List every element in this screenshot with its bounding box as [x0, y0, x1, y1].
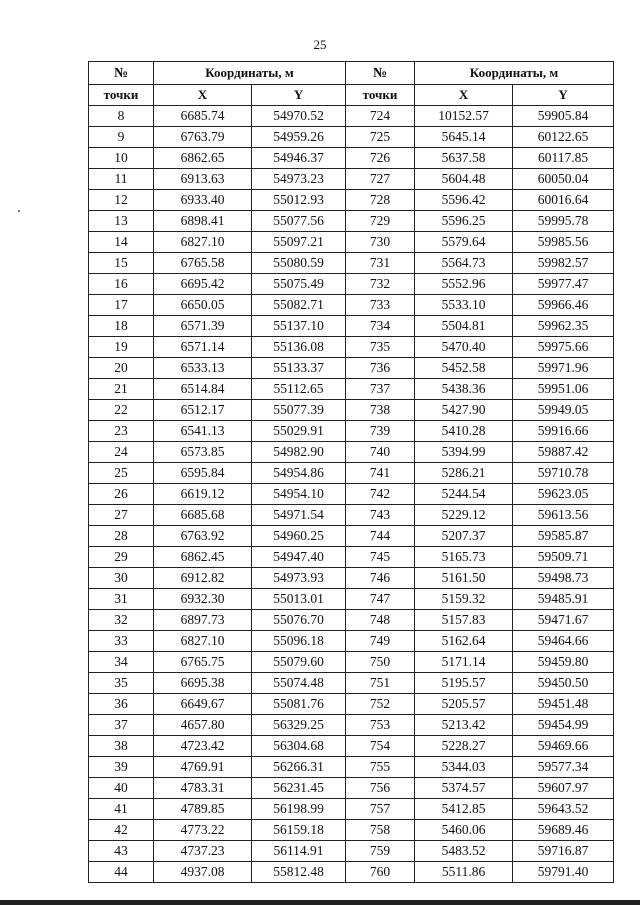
page-number: 25: [313, 37, 327, 52]
y-coordinate-left: 54970.52: [252, 106, 346, 127]
number-sign: №: [113, 65, 129, 81]
point-number-left: 22: [89, 400, 154, 421]
x-coordinate-left: 4789.85: [154, 799, 252, 820]
point-number-left: 13: [89, 211, 154, 232]
table-row: [89, 589, 614, 610]
point-number-left: 42: [89, 820, 154, 841]
table-row: [89, 694, 614, 715]
y-coordinate-left: 56304.68: [252, 736, 346, 757]
x-coordinate-left: 6827.10: [154, 631, 252, 652]
x-header-left: X: [154, 85, 252, 106]
y-coordinate-left: 54947.40: [252, 547, 346, 568]
x-coordinate-right: 5195.57: [415, 673, 513, 694]
point-number-right: 744: [346, 526, 415, 547]
y-coordinate-right: 59459.80: [513, 652, 614, 673]
x-coordinate-left: 4657.80: [154, 715, 252, 736]
point-number-left: 40: [89, 778, 154, 799]
x-coordinate-left: 6898.41: [154, 211, 252, 232]
point-number-header-left: [89, 62, 154, 85]
point-number-left: 18: [89, 316, 154, 337]
y-coordinate-right: 59577.34: [513, 757, 614, 778]
table-row: [89, 337, 614, 358]
y-coordinate-right: 59985.56: [513, 232, 614, 253]
table-row: [89, 841, 614, 862]
point-number-left: 35: [89, 673, 154, 694]
point-number-left: 32: [89, 610, 154, 631]
table-row: [89, 568, 614, 589]
table-row: [89, 799, 614, 820]
y-coordinate-left: 55133.37: [252, 358, 346, 379]
x-coordinate-left: 6912.82: [154, 568, 252, 589]
x-coordinate-left: 4769.91: [154, 757, 252, 778]
y-coordinate-left: 55079.60: [252, 652, 346, 673]
y-coordinate-left: 55077.56: [252, 211, 346, 232]
point-number-right: 747: [346, 589, 415, 610]
x-coordinate-right: 5579.64: [415, 232, 513, 253]
y-coordinate-right: 59613.56: [513, 505, 614, 526]
point-number-right: 748: [346, 610, 415, 631]
point-number-left: 41: [89, 799, 154, 820]
x-coordinate-right: 5165.73: [415, 547, 513, 568]
y-coordinate-left: 55112.65: [252, 379, 346, 400]
x-coordinate-right: 5504.81: [415, 316, 513, 337]
x-coordinate-left: 6765.58: [154, 253, 252, 274]
point-number-left: 15: [89, 253, 154, 274]
y-coordinate-right: 59951.06: [513, 379, 614, 400]
y-coordinate-left: 54954.86: [252, 463, 346, 484]
table-row: [89, 253, 614, 274]
y-coordinate-right: 59905.84: [513, 106, 614, 127]
table-body: [89, 106, 614, 883]
y-coordinate-left: 54954.10: [252, 484, 346, 505]
point-number-left: 25: [89, 463, 154, 484]
y-coordinate-left: 54960.25: [252, 526, 346, 547]
x-coordinate-right: 5286.21: [415, 463, 513, 484]
point-number-right: 753: [346, 715, 415, 736]
y-coordinate-right: 59643.52: [513, 799, 614, 820]
x-coordinate-left: 6695.38: [154, 673, 252, 694]
point-number-right: 758: [346, 820, 415, 841]
point-number-right: 755: [346, 757, 415, 778]
point-number-right: 739: [346, 421, 415, 442]
y-coordinate-right: 59977.47: [513, 274, 614, 295]
point-number-left: 27: [89, 505, 154, 526]
point-number-left: 24: [89, 442, 154, 463]
table-row: [89, 127, 614, 148]
x-coordinate-right: 5438.36: [415, 379, 513, 400]
y-coordinate-right: 59995.78: [513, 211, 614, 232]
table-row: [89, 547, 614, 568]
x-coordinate-left: 6827.10: [154, 232, 252, 253]
x-coordinate-left: 4723.42: [154, 736, 252, 757]
point-number-right: 751: [346, 673, 415, 694]
point-number-right: 756: [346, 778, 415, 799]
x-coordinate-left: 6763.79: [154, 127, 252, 148]
x-coordinate-left: 6763.92: [154, 526, 252, 547]
y-coordinate-left: 54971.54: [252, 505, 346, 526]
y-coordinate-right: 59509.71: [513, 547, 614, 568]
x-header-right: X: [415, 85, 513, 106]
x-coordinate-left: 6571.14: [154, 337, 252, 358]
point-number-right: 746: [346, 568, 415, 589]
point-number-left: 33: [89, 631, 154, 652]
y-coordinate-right: 59716.87: [513, 841, 614, 862]
y-coordinate-left: 54946.37: [252, 148, 346, 169]
table-row: [89, 820, 614, 841]
y-coordinate-left: 56266.31: [252, 757, 346, 778]
x-coordinate-right: 5162.64: [415, 631, 513, 652]
y-coordinate-left: 55013.01: [252, 589, 346, 610]
x-coordinate-right: 5452.58: [415, 358, 513, 379]
y-coordinate-right: 59464.66: [513, 631, 614, 652]
y-coordinate-left: 55081.76: [252, 694, 346, 715]
table-row: [89, 610, 614, 631]
table-row: [89, 463, 614, 484]
y-coordinate-right: 59971.96: [513, 358, 614, 379]
x-coordinate-right: 5596.25: [415, 211, 513, 232]
point-number-right: 754: [346, 736, 415, 757]
y-coordinate-right: 59498.73: [513, 568, 614, 589]
x-coordinate-right: 5205.57: [415, 694, 513, 715]
x-coordinate-left: 6514.84: [154, 379, 252, 400]
point-number-right: 741: [346, 463, 415, 484]
x-coordinate-left: 4783.31: [154, 778, 252, 799]
y-coordinate-right: 59607.97: [513, 778, 614, 799]
scan-speck: [18, 210, 20, 212]
point-number-right: 726: [346, 148, 415, 169]
point-number-right: 743: [346, 505, 415, 526]
x-coordinate-left: 4773.22: [154, 820, 252, 841]
y-coordinate-right: 59451.48: [513, 694, 614, 715]
point-number-header-right: [346, 62, 415, 85]
table-row: [89, 358, 614, 379]
point-number-right: 760: [346, 862, 415, 883]
x-coordinate-right: 5229.12: [415, 505, 513, 526]
table-row: [89, 148, 614, 169]
y-coordinate-right: 59949.05: [513, 400, 614, 421]
point-number-left: 30: [89, 568, 154, 589]
table-row: [89, 862, 614, 883]
x-coordinate-left: 6595.84: [154, 463, 252, 484]
point-number-right: 740: [346, 442, 415, 463]
y-coordinate-right: 60016.64: [513, 190, 614, 211]
x-coordinate-right: 5244.54: [415, 484, 513, 505]
x-coordinate-left: 6512.17: [154, 400, 252, 421]
y-coordinate-right: 59966.46: [513, 295, 614, 316]
point-number-right: 724: [346, 106, 415, 127]
y-coordinate-right: 59916.66: [513, 421, 614, 442]
y-coordinate-left: 55096.18: [252, 631, 346, 652]
x-coordinate-left: 6932.30: [154, 589, 252, 610]
x-coordinate-right: 5552.96: [415, 274, 513, 295]
x-coordinate-left: 6541.13: [154, 421, 252, 442]
point-label-right: точки: [346, 85, 415, 106]
y-coordinate-left: 55136.08: [252, 337, 346, 358]
y-coordinate-left: 55812.48: [252, 862, 346, 883]
point-number-left: 23: [89, 421, 154, 442]
point-number-right: 731: [346, 253, 415, 274]
y-coordinate-left: 55075.49: [252, 274, 346, 295]
x-coordinate-left: 6571.39: [154, 316, 252, 337]
table-row: [89, 484, 614, 505]
point-number-left: 43: [89, 841, 154, 862]
x-coordinate-right: 5410.28: [415, 421, 513, 442]
point-number-left: 37: [89, 715, 154, 736]
table-row: [89, 169, 614, 190]
x-coordinate-right: 5511.86: [415, 862, 513, 883]
x-coordinate-left: 6862.65: [154, 148, 252, 169]
point-number-right: 750: [346, 652, 415, 673]
y-coordinate-left: 55029.91: [252, 421, 346, 442]
table-row: [89, 715, 614, 736]
y-coordinate-right: 59471.67: [513, 610, 614, 631]
point-number-right: 737: [346, 379, 415, 400]
table-row: [89, 274, 614, 295]
table-row: [89, 190, 614, 211]
coordinates-table: [88, 61, 614, 883]
table-row: [89, 211, 614, 232]
y-coordinate-left: 55074.48: [252, 673, 346, 694]
table-row: [89, 295, 614, 316]
x-coordinate-right: 5460.06: [415, 820, 513, 841]
point-number-left: 19: [89, 337, 154, 358]
x-coordinate-left: 6897.73: [154, 610, 252, 631]
x-coordinate-right: 5374.57: [415, 778, 513, 799]
x-coordinate-left: 6685.74: [154, 106, 252, 127]
point-number-right: 727: [346, 169, 415, 190]
point-number-left: 29: [89, 547, 154, 568]
table-row: [89, 421, 614, 442]
x-coordinate-left: 4737.23: [154, 841, 252, 862]
y-coordinate-right: 59982.57: [513, 253, 614, 274]
x-coordinate-right: 5344.03: [415, 757, 513, 778]
x-coordinate-right: 5427.90: [415, 400, 513, 421]
x-coordinate-left: 6650.05: [154, 295, 252, 316]
y-coordinate-right: 59975.66: [513, 337, 614, 358]
y-coordinate-left: 54973.93: [252, 568, 346, 589]
y-coordinate-left: 56198.99: [252, 799, 346, 820]
y-coordinate-left: 55082.71: [252, 295, 346, 316]
y-coordinate-right: 59887.42: [513, 442, 614, 463]
y-coordinate-left: 55080.59: [252, 253, 346, 274]
point-number-right: 757: [346, 799, 415, 820]
x-coordinate-right: 5412.85: [415, 799, 513, 820]
x-coordinate-left: 6765.75: [154, 652, 252, 673]
point-number-right: 732: [346, 274, 415, 295]
x-coordinate-right: 5637.58: [415, 148, 513, 169]
x-coordinate-right: 5533.10: [415, 295, 513, 316]
y-coordinate-right: 60117.85: [513, 148, 614, 169]
number-sign: №: [372, 65, 388, 81]
x-coordinate-right: 5470.40: [415, 337, 513, 358]
scan-bottom-edge: [0, 900, 640, 905]
point-number-right: 736: [346, 358, 415, 379]
x-coordinate-right: 5645.14: [415, 127, 513, 148]
point-number-left: 14: [89, 232, 154, 253]
table-row: [89, 736, 614, 757]
point-number-right: 759: [346, 841, 415, 862]
x-coordinate-left: 6862.45: [154, 547, 252, 568]
point-number-right: 734: [346, 316, 415, 337]
point-number-left: 20: [89, 358, 154, 379]
y-coordinate-left: 56159.18: [252, 820, 346, 841]
y-coordinate-right: 60122.65: [513, 127, 614, 148]
point-number-left: 34: [89, 652, 154, 673]
table-row: [89, 106, 614, 127]
y-coordinate-right: 59623.05: [513, 484, 614, 505]
x-coordinate-right: 5213.42: [415, 715, 513, 736]
table-row: [89, 505, 614, 526]
y-coordinate-left: 54959.26: [252, 127, 346, 148]
x-coordinate-right: 5228.27: [415, 736, 513, 757]
point-number-right: 742: [346, 484, 415, 505]
y-coordinate-left: 54982.90: [252, 442, 346, 463]
table-row: [89, 379, 614, 400]
x-coordinate-left: 6649.67: [154, 694, 252, 715]
point-number-left: 28: [89, 526, 154, 547]
y-coordinate-left: 56329.25: [252, 715, 346, 736]
y-coordinate-right: 60050.04: [513, 169, 614, 190]
point-number-left: 31: [89, 589, 154, 610]
y-header-right: Y: [513, 85, 614, 106]
point-number-left: 16: [89, 274, 154, 295]
point-number-right: 749: [346, 631, 415, 652]
point-number-left: 44: [89, 862, 154, 883]
point-number-left: 26: [89, 484, 154, 505]
point-number-right: 745: [346, 547, 415, 568]
table-row: [89, 526, 614, 547]
x-coordinate-left: 6619.12: [154, 484, 252, 505]
y-coordinate-right: 59689.46: [513, 820, 614, 841]
x-coordinate-right: 5596.42: [415, 190, 513, 211]
y-coordinate-left: 54973.23: [252, 169, 346, 190]
y-coordinate-right: 59585.87: [513, 526, 614, 547]
table-row: [89, 232, 614, 253]
table-row: [89, 778, 614, 799]
x-coordinate-left: 6913.63: [154, 169, 252, 190]
point-number-right: 728: [346, 190, 415, 211]
x-coordinate-left: 6573.85: [154, 442, 252, 463]
point-number-right: 735: [346, 337, 415, 358]
x-coordinate-right: 5604.48: [415, 169, 513, 190]
point-number-left: 12: [89, 190, 154, 211]
point-number-left: 10: [89, 148, 154, 169]
point-number-right: 730: [346, 232, 415, 253]
point-number-right: 752: [346, 694, 415, 715]
point-number-left: 9: [89, 127, 154, 148]
table-row: [89, 631, 614, 652]
y-coordinate-right: 59469.66: [513, 736, 614, 757]
point-number-left: 39: [89, 757, 154, 778]
x-coordinate-right: 5159.32: [415, 589, 513, 610]
x-coordinate-right: 10152.57: [415, 106, 513, 127]
table-row: [89, 652, 614, 673]
y-coordinate-right: 59450.50: [513, 673, 614, 694]
point-number-left: 36: [89, 694, 154, 715]
x-coordinate-right: 5483.52: [415, 841, 513, 862]
x-coordinate-right: 5161.50: [415, 568, 513, 589]
y-coordinate-left: 55097.21: [252, 232, 346, 253]
x-coordinate-left: 6933.40: [154, 190, 252, 211]
point-number-right: 725: [346, 127, 415, 148]
point-number-left: 21: [89, 379, 154, 400]
y-coordinate-left: 55076.70: [252, 610, 346, 631]
x-coordinate-right: 5207.37: [415, 526, 513, 547]
point-label-left: точки: [89, 85, 154, 106]
x-coordinate-left: 6685.68: [154, 505, 252, 526]
x-coordinate-right: 5564.73: [415, 253, 513, 274]
y-coordinate-left: 55012.93: [252, 190, 346, 211]
y-header-left: Y: [252, 85, 346, 106]
x-coordinate-left: 4937.08: [154, 862, 252, 883]
y-coordinate-right: 59485.91: [513, 589, 614, 610]
y-coordinate-right: 59791.40: [513, 862, 614, 883]
table-row: [89, 316, 614, 337]
y-coordinate-left: 55137.10: [252, 316, 346, 337]
y-coordinate-left: 56114.91: [252, 841, 346, 862]
y-coordinate-right: 59454.99: [513, 715, 614, 736]
point-number-left: 8: [89, 106, 154, 127]
point-number-right: 738: [346, 400, 415, 421]
table-row: [89, 400, 614, 421]
point-number-right: 733: [346, 295, 415, 316]
x-coordinate-left: 6695.42: [154, 274, 252, 295]
point-number-left: 17: [89, 295, 154, 316]
y-coordinate-right: 59962.35: [513, 316, 614, 337]
x-coordinate-right: 5157.83: [415, 610, 513, 631]
y-coordinate-left: 56231.45: [252, 778, 346, 799]
coordinates-header-left: Координаты, м: [154, 62, 346, 85]
x-coordinate-right: 5394.99: [415, 442, 513, 463]
point-number-right: 729: [346, 211, 415, 232]
point-number-left: 38: [89, 736, 154, 757]
coordinates-header-right: Координаты, м: [415, 62, 614, 85]
y-coordinate-left: 55077.39: [252, 400, 346, 421]
point-number-left: 11: [89, 169, 154, 190]
x-coordinate-right: 5171.14: [415, 652, 513, 673]
table-row: [89, 757, 614, 778]
y-coordinate-right: 59710.78: [513, 463, 614, 484]
table-row: [89, 442, 614, 463]
table-row: [89, 673, 614, 694]
x-coordinate-left: 6533.13: [154, 358, 252, 379]
